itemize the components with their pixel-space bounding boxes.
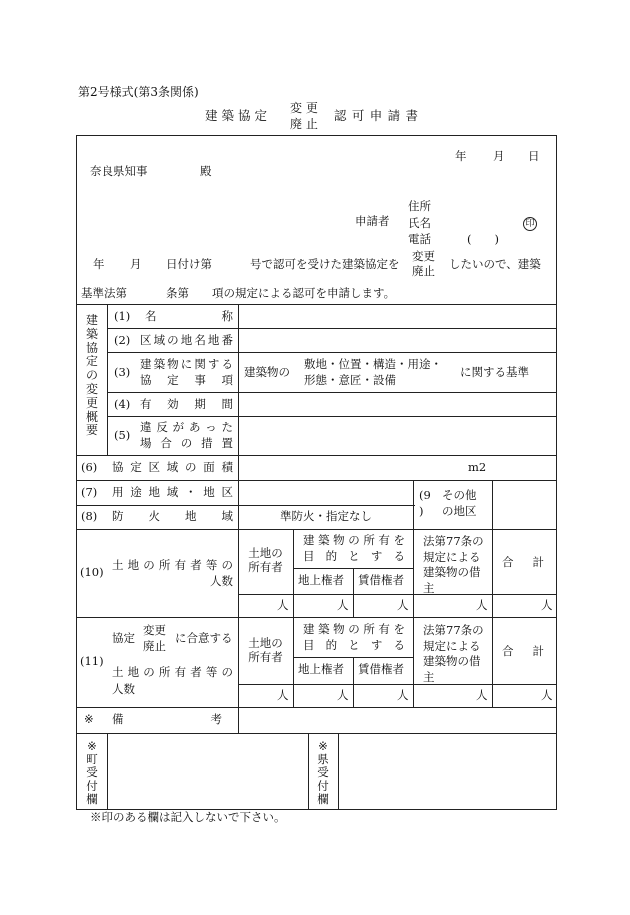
date-year: 年	[455, 149, 467, 163]
other-no2: )	[419, 504, 424, 518]
overview-vertical-label: 建 築 協 定 の 変 更 概 要	[85, 313, 98, 438]
row2-label: 区域の地名地番	[140, 333, 233, 347]
addressee: 奈良県知事	[90, 164, 148, 178]
row3-content-c: に関する基準	[460, 365, 529, 379]
row5-label-l2: 場合の措置	[140, 436, 233, 450]
phone-parens: ( )	[467, 232, 499, 246]
form-number: 第2号様式(第3条関係)	[78, 85, 199, 99]
consent-label-l3: 人数	[112, 682, 135, 696]
applicant-label: 申請者	[355, 214, 390, 228]
owners-no: (10)	[80, 565, 104, 579]
unit-lease-11: 人	[397, 688, 409, 702]
consent-agree: に合意する	[175, 631, 233, 645]
name-label: 氏名	[408, 216, 431, 230]
area-label: 協定区域の面積	[112, 460, 233, 474]
line2-law: 基準法第	[81, 286, 127, 300]
row3-content-b2: 形態・意匠・設備	[304, 373, 396, 387]
title-abolish: 廃 止	[290, 117, 318, 131]
pref-reception-label: ※ 県 受 付 欄	[317, 739, 329, 806]
owners-label-l2: 人数	[210, 574, 233, 588]
other-label-l2: の地区	[442, 504, 477, 518]
zoning-no: (7)	[81, 485, 98, 499]
honorific: 殿	[200, 164, 212, 178]
title-right: 認 可 申 請 書	[334, 108, 418, 123]
total-header: 合 計	[502, 555, 544, 569]
land-owner-header-11: 土地の 所有者	[248, 636, 283, 665]
area-no: (6)	[81, 460, 98, 474]
consent-label-l2: 土地の所有者等の	[112, 665, 233, 679]
building-purpose-l1-11: 建築物の所有を	[303, 622, 405, 636]
fire-value: 準防火・指定なし	[280, 509, 372, 523]
total-header-11: 合 計	[502, 644, 544, 658]
line1-approved: 号で認可を受けた建築協定を	[250, 257, 400, 271]
consent-kyotei: 協定	[112, 631, 135, 645]
line1-change: 変更	[412, 249, 435, 263]
row1-label: 名称	[145, 309, 233, 323]
consent-no: (11)	[80, 654, 104, 668]
row5-no: (5)	[114, 428, 131, 442]
seal-icon: 印	[523, 217, 537, 231]
building-purpose-l2: 目的とする	[303, 549, 405, 563]
surface-right-header: 地上権者	[298, 573, 344, 587]
unit-art77-11: 人	[476, 688, 488, 702]
remarks-label: 備考	[112, 712, 222, 726]
art77-header: 法第77条の 規定による 建築物の借 主	[423, 534, 484, 595]
fire-label: 防火地域	[112, 509, 233, 523]
row3-no: (3)	[114, 365, 131, 379]
row5-label-l1: 違反があった	[140, 420, 233, 434]
address-label: 住所	[408, 199, 431, 213]
row2-no: (2)	[114, 333, 131, 347]
consent-abolish: 廃止	[143, 639, 166, 653]
row3-content-b1: 敷地・位置・構造・用途・	[304, 357, 442, 371]
lease-right-header-11: 賃借権者	[358, 662, 404, 676]
building-purpose-l1: 建築物の所有を	[303, 533, 405, 547]
other-no: (9	[419, 488, 431, 502]
town-reception-label: ※ 町 受 付 欄	[86, 739, 98, 806]
row4-no: (4)	[114, 397, 131, 411]
title-change: 変 更	[290, 101, 318, 115]
surface-right-header-11: 地上権者	[298, 662, 344, 676]
row3-content-a: 建築物の	[244, 365, 290, 379]
line1-year: 年	[93, 257, 105, 271]
building-purpose-l2-11: 目的とする	[303, 638, 405, 652]
owners-label-l1: 土地の所有者等の	[112, 558, 233, 572]
unit-surface: 人	[337, 598, 349, 612]
art77-header-11: 法第77条の 規定による 建築物の借 主	[423, 623, 484, 684]
footnote: ※印のある欄は記入しないで下さい。	[90, 810, 286, 824]
fire-no: (8)	[81, 509, 98, 523]
area-unit: m2	[468, 460, 487, 474]
unit-surface-11: 人	[337, 688, 349, 702]
unit-land-11: 人	[277, 688, 289, 702]
row3-label-l1: 建築物に関する	[140, 357, 233, 371]
consent-change: 変更	[143, 623, 166, 637]
phone-label: 電話	[408, 232, 431, 246]
line1-abolish: 廃止	[412, 264, 435, 278]
remarks-mark: ※	[84, 712, 94, 726]
title-left: 建 築 協 定	[205, 108, 267, 123]
row3-label-l2: 協定事項	[140, 373, 233, 387]
land-owner-header: 土地の 所有者	[248, 546, 283, 575]
other-label-l1: その他	[442, 488, 477, 502]
date-month: 月	[493, 149, 505, 163]
unit-total-11: 人	[541, 688, 553, 702]
unit-art77: 人	[476, 598, 488, 612]
row1-no: (1)	[114, 309, 131, 323]
unit-total: 人	[541, 598, 553, 612]
zoning-label: 用途地域・地区	[112, 485, 233, 499]
unit-land: 人	[277, 598, 289, 612]
date-day: 日	[528, 149, 540, 163]
lease-right-header: 賃借権者	[358, 573, 404, 587]
row4-label: 有効期間	[140, 397, 233, 411]
line2-paragraph: 項の規定による認可を申請します。	[212, 286, 396, 300]
unit-lease: 人	[397, 598, 409, 612]
line2-article: 条第	[166, 286, 189, 300]
line1-dated: 日付け第	[166, 257, 212, 271]
line1-month: 月	[130, 257, 142, 271]
line1-want: したいので、建築	[449, 257, 541, 271]
